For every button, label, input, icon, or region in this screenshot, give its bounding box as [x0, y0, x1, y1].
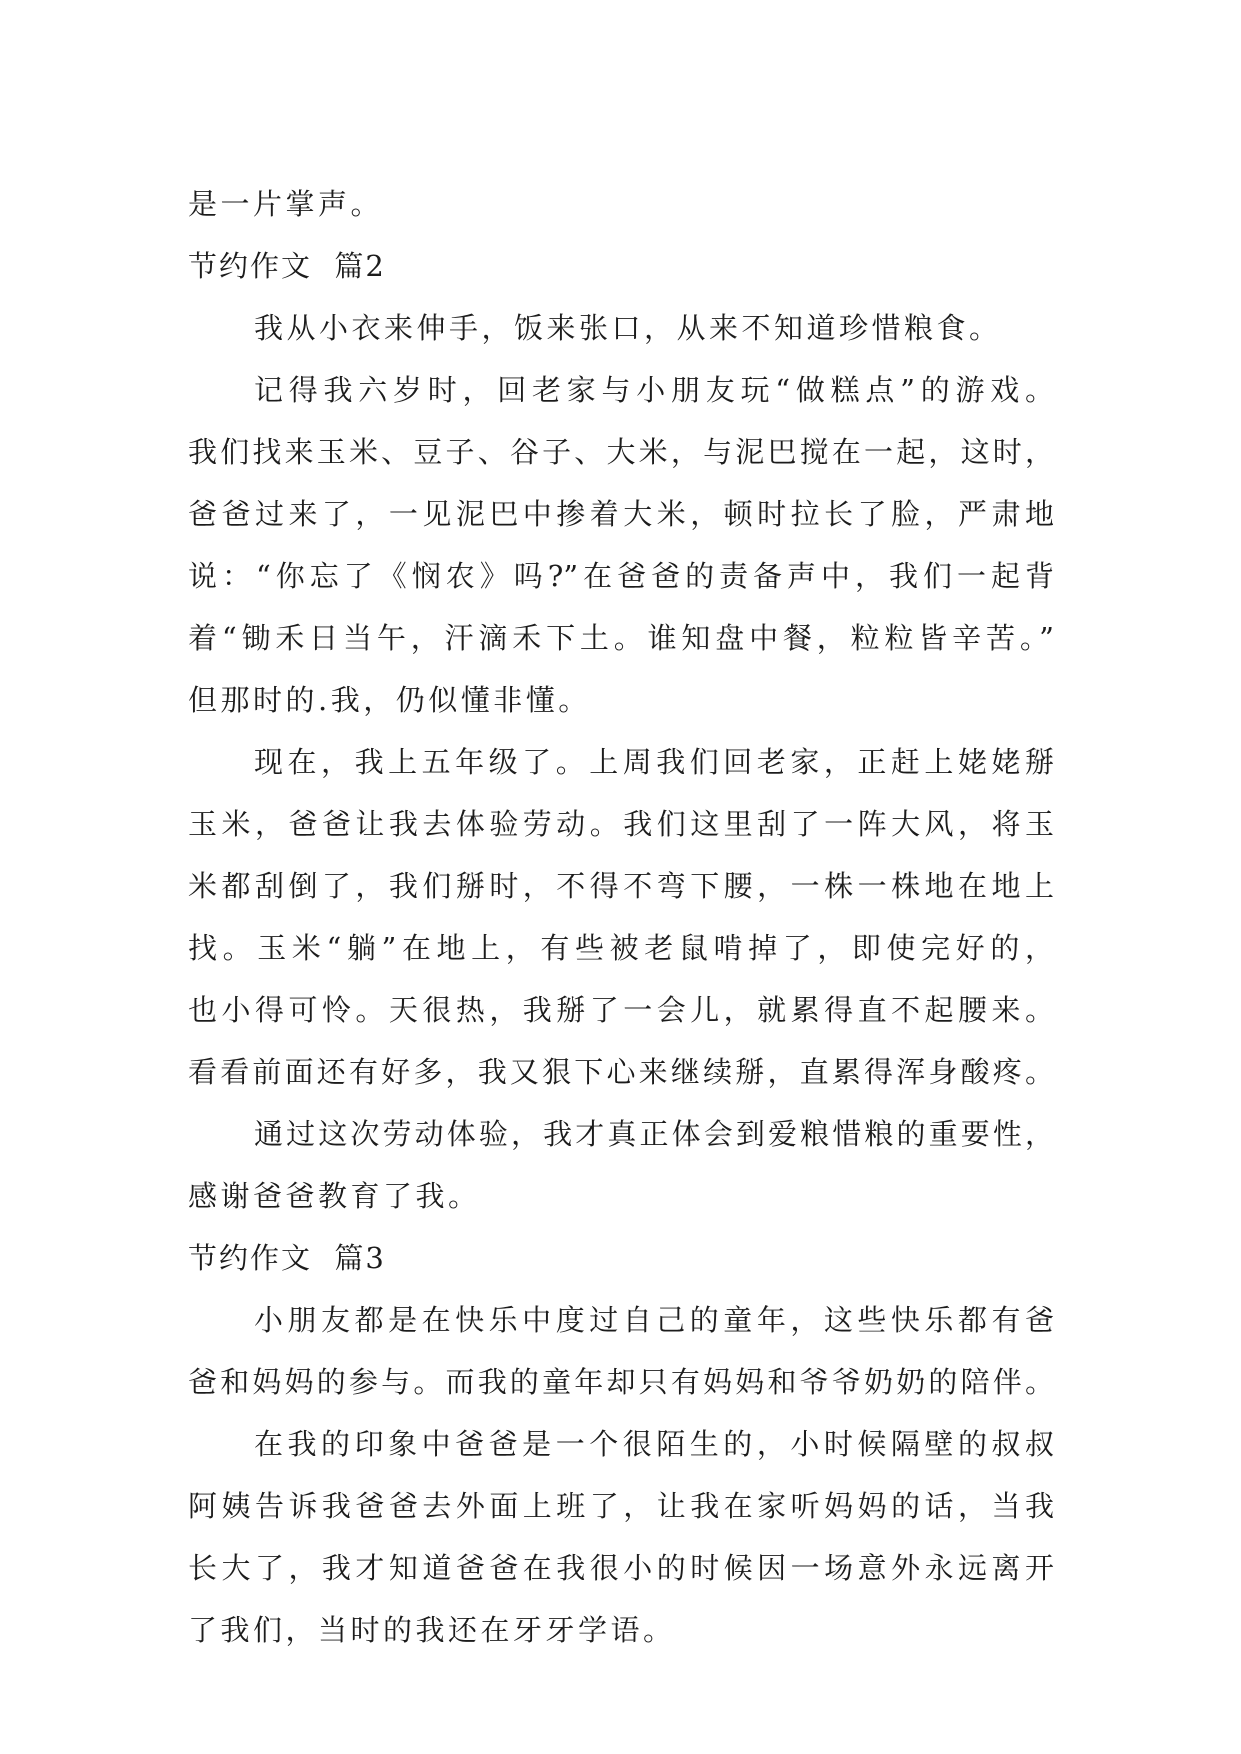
paragraph-line: 看看前面还有好多，我又狠下心来继续掰，直累得浑身酸疼。 — [188, 1055, 1054, 1089]
paragraph — [188, 1413, 1054, 1661]
paragraph-line: 但那时的.我，仍似懂非懂。 — [188, 683, 591, 717]
paragraph-line: 玉米，爸爸让我去体验劳动。我们这里刮了一阵大风，将玉 — [188, 807, 1054, 841]
paragraph-line: 通过这次劳动体验，我才真正体会到爱粮惜粮的重要性， — [254, 1117, 1054, 1151]
paragraph — [188, 359, 1054, 731]
paragraph-line: 我们找来玉米、豆子、谷子、大米，与泥巴搅在一起，这时， — [188, 435, 1054, 469]
paragraph-line: 现在，我上五年级了。上周我们回老家，正赶上姥姥掰 — [254, 745, 1054, 779]
paragraph — [188, 1103, 1054, 1227]
paragraph — [188, 297, 1054, 359]
paragraph-line: 长大了，我才知道爸爸在我很小的时候因一场意外永远离开 — [188, 1551, 1054, 1585]
paragraph-line: 着“锄禾日当午，汗滴禾下土。谁知盘中餐，粒粒皆辛苦。” — [188, 621, 1054, 655]
essay-3 — [188, 1227, 1054, 1661]
essay-2-heading: 节约作文 篇2 — [188, 249, 386, 283]
paragraph-line: 找。玉米“躺”在地上，有些被老鼠啃掉了，即使完好的， — [188, 931, 1054, 965]
paragraph — [188, 173, 1054, 235]
paragraph-line: 也小得可怜。天很热，我掰了一会儿，就累得直不起腰来。 — [188, 993, 1054, 1027]
document-body — [188, 173, 1054, 1661]
paragraph-line: 说：“你忘了《悯农》吗?”在爸爸的责备声中，我们一起背 — [188, 559, 1054, 593]
paragraph-line: 爸爸过来了，一见泥巴中掺着大米，顿时拉长了脸，严肃地 — [188, 497, 1054, 531]
paragraph — [188, 1289, 1054, 1413]
essay-2 — [188, 235, 1054, 1227]
paragraph-line: 爸和妈妈的参与。而我的童年却只有妈妈和爷爷奶奶的陪伴。 — [188, 1365, 1054, 1399]
paragraph-line: 是一片掌声。 — [188, 187, 384, 221]
paragraph-line: 我从小衣来伸手，饭来张口，从来不知道珍惜粮食。 — [254, 311, 1002, 345]
paragraph-line: 阿姨告诉我爸爸去外面上班了，让我在家听妈妈的话，当我 — [188, 1489, 1054, 1523]
paragraph-line: 了我们，当时的我还在牙牙学语。 — [188, 1613, 676, 1647]
essay-3-heading: 节约作文 篇3 — [188, 1241, 386, 1275]
paragraph-line: 米都刮倒了，我们掰时，不得不弯下腰，一株一株地在地上 — [188, 869, 1054, 903]
paragraph-line: 记得我六岁时，回老家与小朋友玩“做糕点”的游戏。 — [254, 373, 1054, 407]
paragraph-line: 感谢爸爸教育了我。 — [188, 1179, 481, 1213]
paragraph-line: 在我的印象中爸爸是一个很陌生的，小时候隔壁的叔叔 — [254, 1427, 1054, 1461]
paragraph — [188, 731, 1054, 1103]
paragraph-line: 小朋友都是在快乐中度过自己的童年，这些快乐都有爸 — [254, 1303, 1054, 1337]
